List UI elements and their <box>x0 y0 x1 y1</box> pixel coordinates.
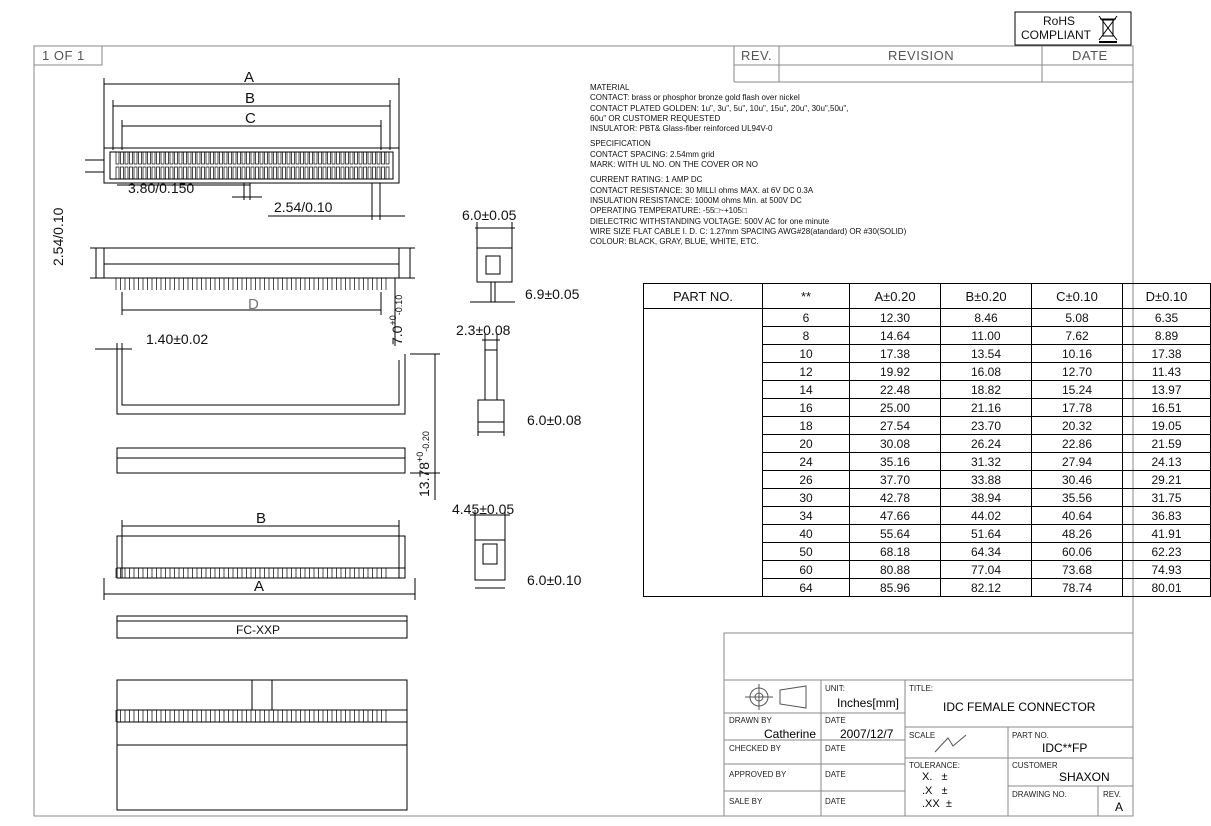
table-cell: 41.91 <box>1123 525 1211 543</box>
table-cell: 18 <box>763 417 850 435</box>
table-cell: 24.13 <box>1123 453 1211 471</box>
spec-line: SPECIFICATION <box>590 139 651 149</box>
dim-wall: 1.40±0.02 <box>146 331 209 347</box>
dim-key-width: 4.45±0.05 <box>452 501 515 517</box>
part-no-value: IDC**FP <box>1042 741 1088 755</box>
projection-symbol-icon <box>745 684 806 710</box>
sale-date-label: DATE <box>825 797 846 806</box>
table-cell: 74.93 <box>1123 561 1211 579</box>
spec-line: INSULATION RESISTANCE: 1000M ohms Min. at 500V DC <box>590 195 802 205</box>
tolerance-xxx: .XX ± <box>922 798 952 810</box>
date-header: DATE <box>1072 48 1108 63</box>
table-cell: 11.43 <box>1123 363 1211 381</box>
table-cell: 14.64 <box>850 327 941 345</box>
table-cell: 27.54 <box>850 417 941 435</box>
table-cell: 44.02 <box>941 507 1032 525</box>
dim-a: A <box>244 69 255 86</box>
part-no-label: PART NO. <box>1012 731 1049 740</box>
table-cell: 48.26 <box>1032 525 1123 543</box>
dim-body-width: 6.0±0.08 <box>527 412 582 428</box>
title-label: TITLE: <box>909 684 934 693</box>
spec-line: CONTACT RESISTANCE: 30 MILLI ohms MAX. at 6V DC 0.3A <box>590 185 814 195</box>
table-cell: 17.38 <box>1123 345 1211 363</box>
table-cell: 30.08 <box>850 435 941 453</box>
table-cell: 26.24 <box>941 435 1032 453</box>
table-cell: 19.05 <box>1123 417 1211 435</box>
rev-header: REV. <box>741 48 773 63</box>
dim-tol-1378-minus: -0.20 <box>421 431 431 452</box>
dim-top-width: 6.0±0.05 <box>462 207 517 223</box>
scale-label: SCALE <box>909 731 936 740</box>
table-cell: 13.54 <box>941 345 1032 363</box>
spec-line: 60u" OR CUSTOMER REQUESTED <box>590 113 721 123</box>
table-cell: 12.70 <box>1032 363 1123 381</box>
table-cell: 64.34 <box>941 543 1032 561</box>
table-cell: 31.75 <box>1123 489 1211 507</box>
table-cell: 26 <box>763 471 850 489</box>
dim-a-lower: A <box>254 578 265 595</box>
table-cell: 17.38 <box>850 345 941 363</box>
customer-label: CUSTOMER <box>1012 761 1058 770</box>
dim-b: B <box>245 90 256 107</box>
table-cell: 80.88 <box>850 561 941 579</box>
table-cell: 18.82 <box>941 381 1032 399</box>
rohs-line2: COMPLIANT <box>1021 28 1092 42</box>
table-cell: 8 <box>763 327 850 345</box>
table-cell: 22.48 <box>850 381 941 399</box>
table-cell: 42.78 <box>850 489 941 507</box>
table-cell: 10 <box>763 345 850 363</box>
table-cell: 21.59 <box>1123 435 1211 453</box>
dim-b-lower: B <box>256 510 267 527</box>
dim-height-7-value: 7.0 <box>389 325 405 345</box>
table-cell: 25.00 <box>850 399 941 417</box>
table-cell: 40.64 <box>1032 507 1123 525</box>
unit-value: Inches[mm] <box>837 696 900 710</box>
rev-value: A <box>1115 800 1124 814</box>
table-cell: 21.16 <box>941 399 1032 417</box>
dim-height-side: 2.54/0.10 <box>50 207 66 266</box>
table-cell: 19.92 <box>850 363 941 381</box>
table-cell: 73.68 <box>1032 561 1123 579</box>
customer-value: SHAXON <box>1059 770 1110 784</box>
table-cell: 16 <box>763 399 850 417</box>
spec-line: COLOUR: BLACK, GRAY, BLUE, WHITE, ETC. <box>590 237 759 247</box>
spec-line: CONTACT PLATED GOLDEN: 1u", 3u", 5u", 10u", 15u", 20u", 30u",50u", <box>590 103 849 113</box>
spec-line: DIELECTRIC WITHSTANDING VOLTAGE: 500V AC for one minute <box>590 216 830 226</box>
table-cell: 60.06 <box>1032 543 1123 561</box>
table-cell: 33.88 <box>941 471 1032 489</box>
table-cell: 35.16 <box>850 453 941 471</box>
spec-line: MATERIAL <box>590 83 630 92</box>
table-header-cell: D±0.10 <box>1123 284 1211 309</box>
table-cell: 34 <box>763 507 850 525</box>
table-cell: 6 <box>763 309 850 327</box>
date-label: DATE <box>825 716 846 725</box>
table-header-cell: B±0.20 <box>941 284 1032 309</box>
tolerance-xx: .X ± <box>922 785 948 797</box>
sheet-number: 1 OF 1 <box>42 48 85 63</box>
table-cell: 15.24 <box>1032 381 1123 399</box>
table-cell: 82.12 <box>941 579 1032 597</box>
table-cell: 23.70 <box>941 417 1032 435</box>
drawn-by-label: DRAWN BY <box>729 716 772 725</box>
table-cell: 31.32 <box>941 453 1032 471</box>
dim-tol-1378-plus: +0 <box>415 451 425 462</box>
table-cell: 16.08 <box>941 363 1032 381</box>
table-cell: 64 <box>763 579 850 597</box>
table-cell: 50 <box>763 543 850 561</box>
table-cell: 16.51 <box>1123 399 1211 417</box>
rev-label: REV. <box>1103 790 1121 799</box>
table-cell: 17.78 <box>1032 399 1123 417</box>
table-cell: 80.01 <box>1123 579 1211 597</box>
spec-line: MARK: WITH UL NO. ON THE COVER OR NO <box>590 160 759 170</box>
spec-line: CURRENT RATING: 1 AMP DC <box>590 175 703 185</box>
table-cell: 37.70 <box>850 471 941 489</box>
table-cell: 30 <box>763 489 850 507</box>
dim-tol-7-minus: -0.10 <box>394 294 404 316</box>
table-cell: 77.04 <box>941 561 1032 579</box>
table-cell: 38.94 <box>941 489 1032 507</box>
table-cell: 8.89 <box>1123 327 1211 345</box>
table-cell: 6.35 <box>1123 309 1211 327</box>
dim-height-1378-value: 13.78 <box>416 461 432 497</box>
dim-base-width: 6.0±0.10 <box>527 572 582 588</box>
dim-c: C <box>245 110 256 127</box>
approved-by-label: APPROVED BY <box>729 770 787 779</box>
drawing-title: IDC FEMALE CONNECTOR <box>943 700 1096 714</box>
drawn-by-value: Catherine <box>764 727 817 741</box>
tolerance-label: TOLERANCE: <box>909 761 960 770</box>
part-label: FC-XXP <box>236 623 281 637</box>
spec-line: CONTACT: brass or phosphor bronze gold flash over nickel <box>590 93 800 103</box>
rohs-line1: RoHS <box>1043 14 1076 28</box>
date-value: 2007/12/7 <box>840 727 894 741</box>
table-cell: 68.18 <box>850 543 941 561</box>
sale-by-label: SALE BY <box>729 797 763 806</box>
table-cell: 8.46 <box>941 309 1032 327</box>
checked-by-label: CHECKED BY <box>729 744 782 753</box>
table-header-cell: ** <box>763 284 850 309</box>
spec-line: WIRE SIZE FLAT CABLE I. D. C: 1.27mm SPACING AWG#28(atandard) OR #30(SOLID) <box>590 226 907 236</box>
table-cell: 27.94 <box>1032 453 1123 471</box>
table-cell: 20 <box>763 435 850 453</box>
dim-tol-7-plus: +0 <box>388 315 398 326</box>
table-cell: 47.66 <box>850 507 941 525</box>
table-cell: 78.74 <box>1032 579 1123 597</box>
spec-line: CONTACT SPACING: 2.54mm grid <box>590 149 715 159</box>
table-cell: 10.16 <box>1032 345 1123 363</box>
dim-pitch-small: 3.80/0.150 <box>128 180 195 196</box>
table-cell: 7.62 <box>1032 327 1123 345</box>
table-cell: 30.46 <box>1032 471 1123 489</box>
table-cell: 29.21 <box>1123 471 1211 489</box>
dim-pitch: 2.54/0.10 <box>274 199 333 215</box>
table-header-cell: A±0.20 <box>850 284 941 309</box>
spec-line: OPERATING TEMPERATURE: -55□~+105□ <box>590 206 747 216</box>
table-cell: 13.97 <box>1123 381 1211 399</box>
table-cell: 12.30 <box>850 309 941 327</box>
table-cell: 35.56 <box>1032 489 1123 507</box>
table-cell: 40 <box>763 525 850 543</box>
table-cell: 60 <box>763 561 850 579</box>
table-cell: 11.00 <box>941 327 1032 345</box>
table-cell: 55.64 <box>850 525 941 543</box>
checked-date-label: DATE <box>825 744 846 753</box>
table-cell: 14 <box>763 381 850 399</box>
revision-header: REVISION <box>888 48 955 63</box>
drawing-no-label: DRAWING NO. <box>1012 790 1067 799</box>
dim-side-width: 6.9±0.05 <box>525 286 580 302</box>
spec-line: INSULATOR: PBT& Glass-fiber reinforced UL94V-0 <box>590 124 773 134</box>
dim-d: D <box>248 296 259 313</box>
table-cell: 85.96 <box>850 579 941 597</box>
table-cell: 36.83 <box>1123 507 1211 525</box>
table-cell: 62.23 <box>1123 543 1211 561</box>
scale-symbol-icon <box>935 735 966 752</box>
table-cell: 51.64 <box>941 525 1032 543</box>
tolerance-x: X. ± <box>922 771 948 783</box>
approved-date-label: DATE <box>825 770 846 779</box>
table-cell: 24 <box>763 453 850 471</box>
table-cell: 12 <box>763 363 850 381</box>
table-cell: 5.08 <box>1032 309 1123 327</box>
table-cell: 20.32 <box>1032 417 1123 435</box>
table-cell: 22.86 <box>1032 435 1123 453</box>
dim-pin-width: 2.3±0.08 <box>456 322 511 338</box>
unit-label: UNIT: <box>825 684 845 693</box>
table-header-cell: C±0.10 <box>1032 284 1123 309</box>
table-header-cell: PART NO. <box>644 284 763 309</box>
